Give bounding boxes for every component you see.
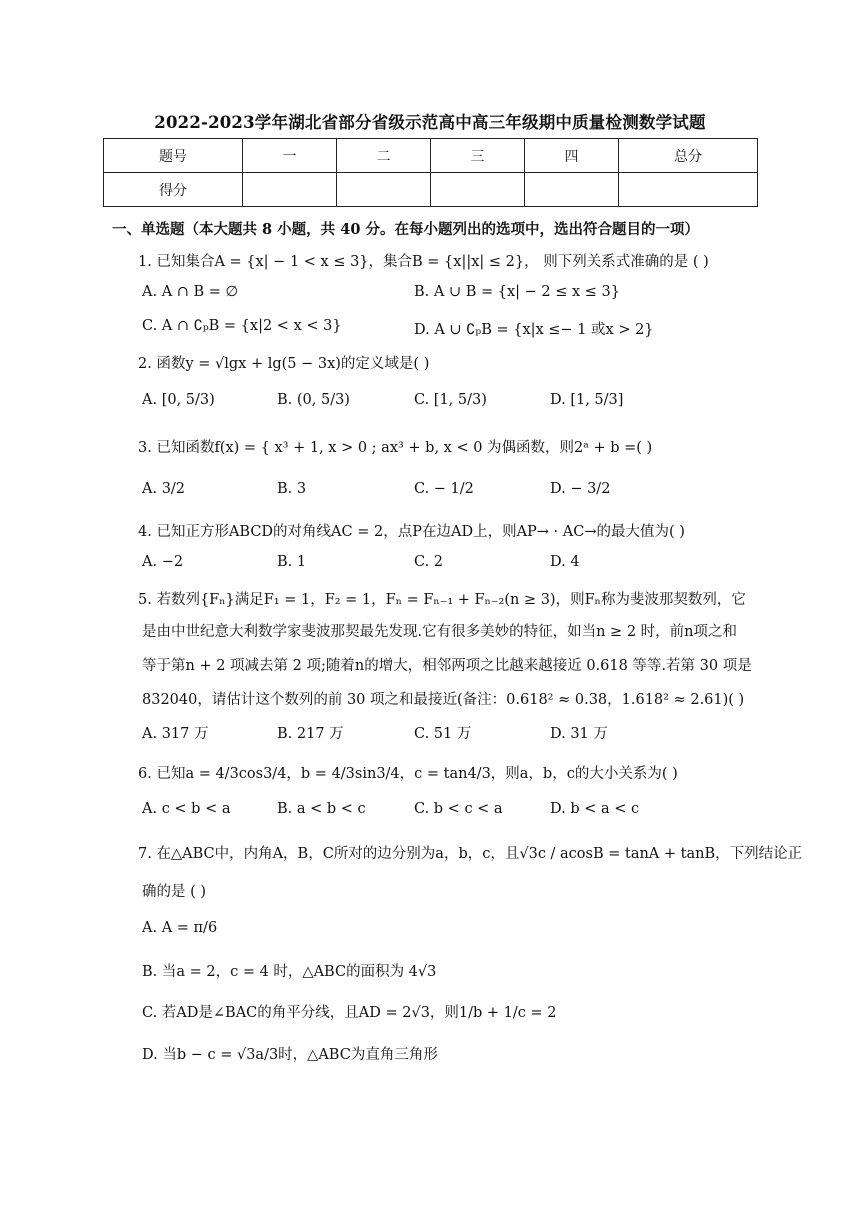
- question-6-option-a: A. c < b < a: [142, 801, 231, 817]
- question-7-option-a: A. A = π/6: [142, 920, 218, 936]
- score-table: [103, 138, 758, 207]
- question-5-option-b: B. 217 万: [277, 726, 344, 742]
- question-7-stem-line-2: 确的是 ( ): [142, 884, 207, 900]
- question-5-stem-line-1: 5. 若数列{Fₙ}满足F₁ = 1，F₂ = 1，Fₙ = Fₙ₋₁ + Fₙ₋₂(n ≥ 3)，则Fₙ称为斐波那契数列，它: [138, 592, 746, 608]
- question-3-option-b: B. 3: [277, 481, 307, 497]
- question-3-option-a: A. 3/2: [142, 481, 186, 497]
- question-2-stem: 2. 函数y = √lgx + lg(5 − 3x)的定义域是( ): [138, 356, 430, 372]
- score-header-cell: 总分: [619, 139, 758, 173]
- score-table-header-row: [104, 139, 758, 173]
- question-5-option-d: D. 31 万: [550, 726, 608, 742]
- score-cell: [431, 173, 525, 207]
- score-header-cell: 一: [243, 139, 337, 173]
- question-5-stem-line-3: 等于第n + 2 项减去第 2 项;随着n的增大，相邻两项之比越来越接近 0.618 等等.若第 30 项是: [142, 658, 752, 674]
- question-6-stem: 6. 已知a = 4/3cos3/4，b = 4/3sin3/4，c = tan4/3，则a，b，c的大小关系为( ): [138, 766, 678, 782]
- question-7-option-c: C. 若AD是∠BAC的角平分线，且AD = 2√3，则1/b + 1/c = 2: [142, 1005, 557, 1021]
- question-7-option-b: B. 当a = 2，c = 4 时，△ABC的面积为 4√3: [142, 964, 437, 980]
- score-cell: [337, 173, 431, 207]
- score-table-score-row: [104, 173, 758, 207]
- question-1-option-b: B. A ∪ B = {x| − 2 ≤ x ≤ 3}: [414, 284, 620, 300]
- score-header-cell: 题号: [104, 139, 243, 173]
- question-4-option-c: C. 2: [414, 554, 444, 570]
- question-5-stem-line-2: 是由中世纪意大利数学家斐波那契最先发现.它有很多美妙的特征，如当n ≥ 2 时，前n项之和: [142, 624, 737, 640]
- question-2-option-d: D. [1, 5/3]: [550, 392, 624, 408]
- score-header-cell: 二: [337, 139, 431, 173]
- score-cell: [525, 173, 619, 207]
- question-3-stem: 3. 已知函数f(x) = { x³ + 1, x > 0 ; ax³ + b, x < 0 为偶函数，则2ᵃ + b =( ): [138, 440, 653, 456]
- score-header-cell: 四: [525, 139, 619, 173]
- question-1-option-a: A. A ∩ B = ∅: [142, 284, 239, 300]
- exam-title: 2022-2023学年湖北省部分省级示范高中高三年级期中质量检测数学试题: [154, 113, 706, 132]
- question-6-option-d: D. b < a < c: [550, 801, 640, 817]
- question-5-option-c: C. 51 万: [414, 726, 472, 742]
- question-6-option-b: B. a < b < c: [277, 801, 366, 817]
- question-4-option-b: B. 1: [277, 554, 307, 570]
- question-1-stem: 1. 已知集合A = {x| − 1 < x ≤ 3}，集合B = {x||x| ≤ 2}， 则下列关系式准确的是 ( ): [138, 254, 709, 270]
- question-2-option-b: B. (0, 5/3): [277, 392, 350, 408]
- question-7-option-d: D. 当b − c = √3a/3时，△ABC为直角三角形: [142, 1047, 438, 1063]
- score-row-label: 得分: [104, 173, 243, 207]
- question-4-option-a: A. −2: [142, 554, 184, 570]
- question-1-option-c: C. A ∩ ∁ₚB = {x|2 < x < 3}: [142, 318, 342, 334]
- question-3-option-d: D. − 3/2: [550, 481, 611, 497]
- question-3-option-c: C. − 1/2: [414, 481, 474, 497]
- question-5-option-a: A. 317 万: [142, 726, 209, 742]
- score-cell: [243, 173, 337, 207]
- score-header-cell: 三: [431, 139, 525, 173]
- question-4-stem: 4. 已知正方形ABCD的对角线AC = 2，点P在边AD上，则AP→ · AC→的最大值为( ): [138, 524, 685, 540]
- question-2-option-a: A. [0, 5/3): [142, 392, 215, 408]
- question-4-option-d: D. 4: [550, 554, 580, 570]
- question-2-option-c: C. [1, 5/3): [414, 392, 487, 408]
- question-6-option-c: C. b < c < a: [414, 801, 503, 817]
- question-7-stem-line-1: 7. 在△ABC中，内角A，B，C所对的边分别为a，b，c，且√3c / acosB = tanA + tanB，下列结论正: [138, 846, 803, 862]
- question-5-stem-line-4: 832040，请估计这个数列的前 30 项之和最接近(备注：0.618² ≈ 0.38，1.618² ≈ 2.61)( ): [142, 692, 745, 708]
- score-cell: [619, 173, 758, 207]
- section-heading: 一、单选题（本大题共 8 小题，共 40 分。在每小题列出的选项中，选出符合题目的一项）: [112, 221, 699, 238]
- question-1-option-d: D. A ∪ ∁ₚB = {x|x ≤− 1 或x > 2}: [414, 322, 654, 338]
